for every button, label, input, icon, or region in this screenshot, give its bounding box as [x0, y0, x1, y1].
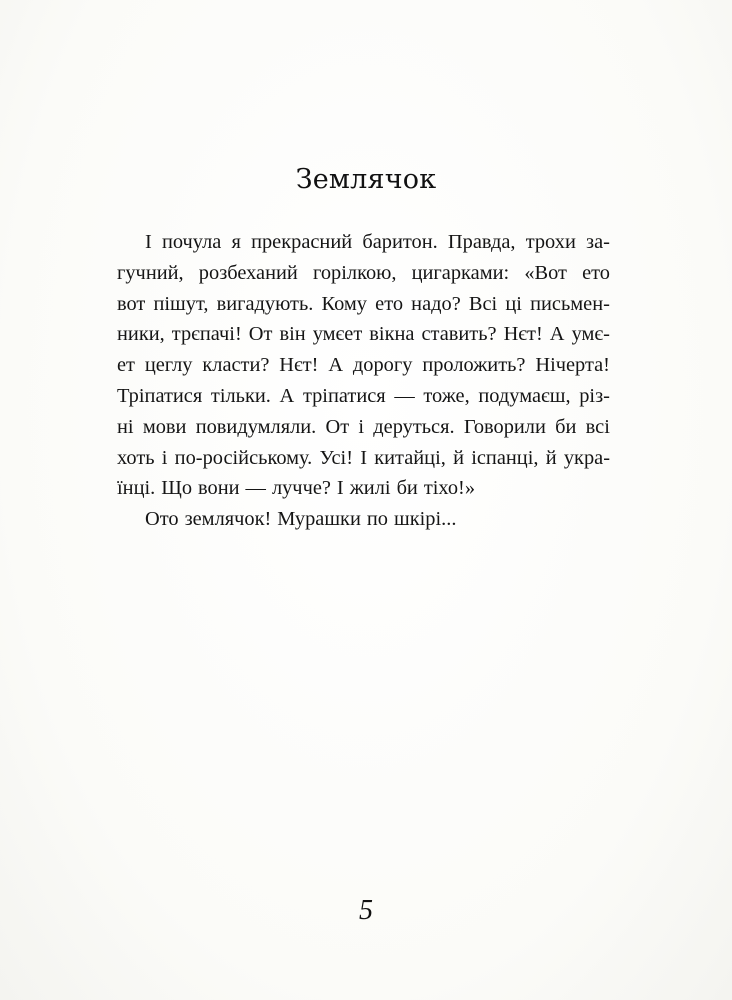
word: горілкою,: [312, 261, 397, 284]
word: Говорили: [463, 415, 546, 438]
word: Ото: [145, 508, 179, 531]
word: і: [161, 446, 168, 469]
word: мови: [142, 415, 187, 438]
word: укра-: [563, 446, 610, 469]
word: деруться.: [373, 415, 455, 438]
word: землячок!: [184, 508, 272, 531]
word: і: [358, 415, 365, 438]
word: тіхо!»: [423, 477, 476, 500]
word: цигарками:: [411, 261, 510, 284]
word: вікна: [369, 323, 415, 346]
word: Правда,: [447, 231, 516, 253]
text-line: [117, 258, 610, 289]
word: ет: [117, 354, 135, 377]
text-line: [117, 319, 610, 350]
word: розбеханий: [198, 261, 298, 284]
word: вот: [117, 292, 146, 315]
word: би: [396, 477, 418, 500]
word: Нічерта!: [535, 354, 610, 377]
word: різ-: [579, 384, 610, 407]
word: трєпачі!: [171, 323, 242, 346]
word: цеглу: [144, 354, 193, 377]
text-line: [117, 412, 610, 443]
word: лучче?: [271, 477, 331, 500]
word: трохи: [525, 231, 576, 253]
word: класти?: [202, 354, 270, 377]
word: гучний,: [117, 261, 184, 284]
word: шкірі...: [394, 508, 457, 531]
word: тріпатися: [302, 384, 386, 407]
text-line: [117, 381, 610, 412]
chapter-title: Землячок: [295, 164, 437, 195]
word: іспанці,: [471, 446, 539, 469]
word: по-російському.: [174, 446, 313, 469]
word: ники,: [117, 323, 165, 346]
text-line: [117, 443, 610, 474]
word: й: [453, 446, 464, 469]
word: китайці,: [374, 446, 446, 469]
word: умєет: [312, 323, 363, 346]
word: От: [248, 323, 273, 346]
word: А: [328, 354, 344, 377]
page-number: 5: [359, 895, 373, 926]
word: вони: [198, 477, 240, 500]
word: ето: [582, 261, 610, 284]
text-line: [117, 473, 610, 504]
word: І: [145, 231, 152, 253]
word: їнці.: [117, 477, 156, 500]
word: —: [394, 384, 415, 407]
word: письмен-: [530, 292, 610, 315]
word: І: [360, 446, 368, 469]
word: повидумляли.: [195, 415, 317, 438]
text-line: [117, 350, 610, 381]
word: проложить?: [422, 354, 526, 377]
word: всі: [585, 415, 610, 438]
word: ето: [375, 292, 404, 315]
word: подумаєш,: [478, 384, 571, 407]
word: би: [555, 415, 577, 438]
word: Мурашки: [277, 508, 361, 531]
word: А: [279, 384, 295, 407]
text-line: [117, 289, 610, 320]
word: І: [336, 477, 344, 500]
text-line: [117, 504, 610, 535]
word: я: [231, 231, 241, 253]
word: Нєт!: [503, 323, 543, 346]
word: ні: [117, 415, 134, 438]
word: От: [325, 415, 350, 438]
word: хоть: [117, 446, 155, 469]
word: Нєт!: [279, 354, 319, 377]
word: «Вот: [524, 261, 567, 284]
text-line: [117, 227, 610, 258]
word: жилі: [349, 477, 391, 500]
word: умє-: [571, 323, 610, 346]
word: надо?: [411, 292, 461, 315]
word: почула: [161, 231, 222, 253]
word: за-: [586, 231, 610, 253]
word: —: [245, 477, 266, 500]
word: ставить?: [421, 323, 497, 346]
word: й: [545, 446, 557, 469]
word: Всі: [468, 292, 498, 315]
word: баритон.: [362, 231, 438, 253]
word: А: [549, 323, 565, 346]
word: прекрасний: [251, 231, 353, 253]
word: Усі!: [319, 446, 353, 469]
word: ці: [505, 292, 522, 315]
word: по: [366, 508, 388, 531]
word: дорогу: [352, 354, 413, 377]
body-text: [117, 227, 610, 535]
word: вигадують.: [216, 292, 314, 315]
word: пішут,: [153, 292, 209, 315]
word: Що: [161, 477, 193, 500]
word: Тріпатися: [117, 384, 203, 407]
word: тільки.: [210, 384, 271, 407]
word: він: [279, 323, 306, 346]
word: Кому: [321, 292, 367, 315]
word: тоже,: [423, 384, 470, 407]
